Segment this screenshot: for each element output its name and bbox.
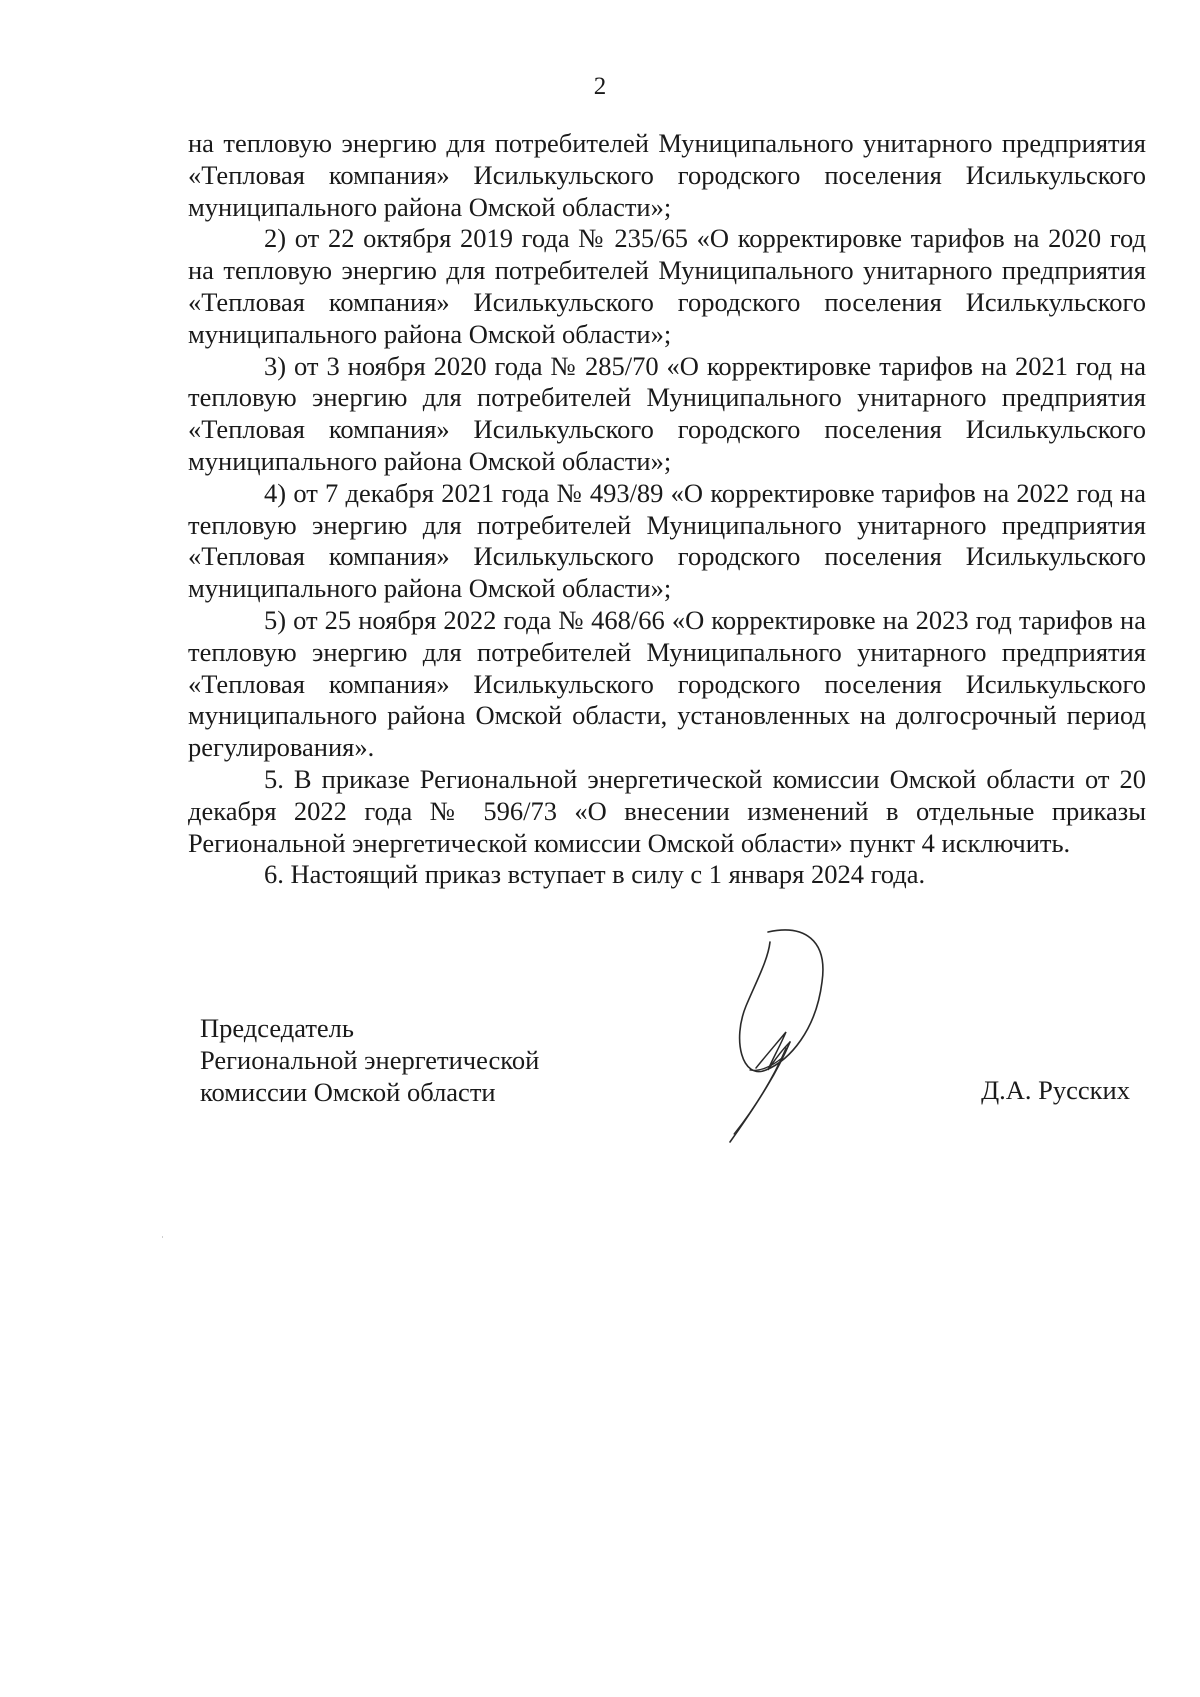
signatory-title-line: Региональной энергетической — [200, 1045, 540, 1075]
signatory-title-line: Председатель — [200, 1013, 354, 1043]
handwritten-signature — [720, 920, 890, 1150]
scan-artifact — [162, 1236, 163, 1238]
signatory-title — [200, 1012, 620, 1108]
paragraph-clause-5: 5. В приказе Региональной энергетической комиссии Омской области от 20 декабря 2022 года № 596/73 «О внесении изменений в отдельные приказы Региональной энергетической комиссии Омской области» пункт 4 исключить. — [188, 763, 1146, 858]
signatory-title-line: комиссии Омской области — [200, 1077, 496, 1107]
paragraph-clause-6: 6. Настоящий приказ вступает в силу с 1 января 2024 года. — [264, 859, 926, 890]
paragraph-item-2: 2) от 22 октября 2019 года № 235/65 «О корректировке тарифов на 2020 год на тепловую энергию для потребителей Муниципального унитарного предприятия «Тепловая компания» Исилькульского городского поселения Исилькульского муниципального района Омской области»; — [188, 223, 1146, 349]
paragraph-item-4: 4) от 7 декабря 2021 года № 493/89 «О корректировке тарифов на 2022 год на тепловую энергию для потребителей Муниципального унитарного предприятия «Тепловая компания» Исилькульского городского поселения Исилькульского муниципального района Омской области»; — [188, 477, 1146, 604]
paragraph-item-5: 5) от 25 ноября 2022 года № 468/66 «О корректировке на 2023 год тарифов на тепловую энергию для потребителей Муниципального унитарного предприятия «Тепловая компания» Исилькульского городского поселения Исилькульского муниципального района Омской области, установленных на долгосрочный период регулирования». — [188, 604, 1146, 763]
signatory-name: Д.А. Русских — [981, 1075, 1130, 1105]
page-number: 2 — [593, 73, 607, 100]
paragraph-continuation: на тепловую энергию для потребителей Муниципального унитарного предприятия «Тепловая компания» Исилькульского городского поселения Исилькульского муниципального района Омской области»; — [188, 128, 1146, 222]
paragraph-item-3: 3) от 3 ноября 2020 года № 285/70 «О корректировке тарифов на 2021 год на тепловую энергию для потребителей Муниципального унитарного предприятия «Тепловая компания» Исилькульского городского поселения Исилькульского муниципального района Омской области»; — [188, 350, 1146, 476]
document-body — [188, 128, 1146, 891]
